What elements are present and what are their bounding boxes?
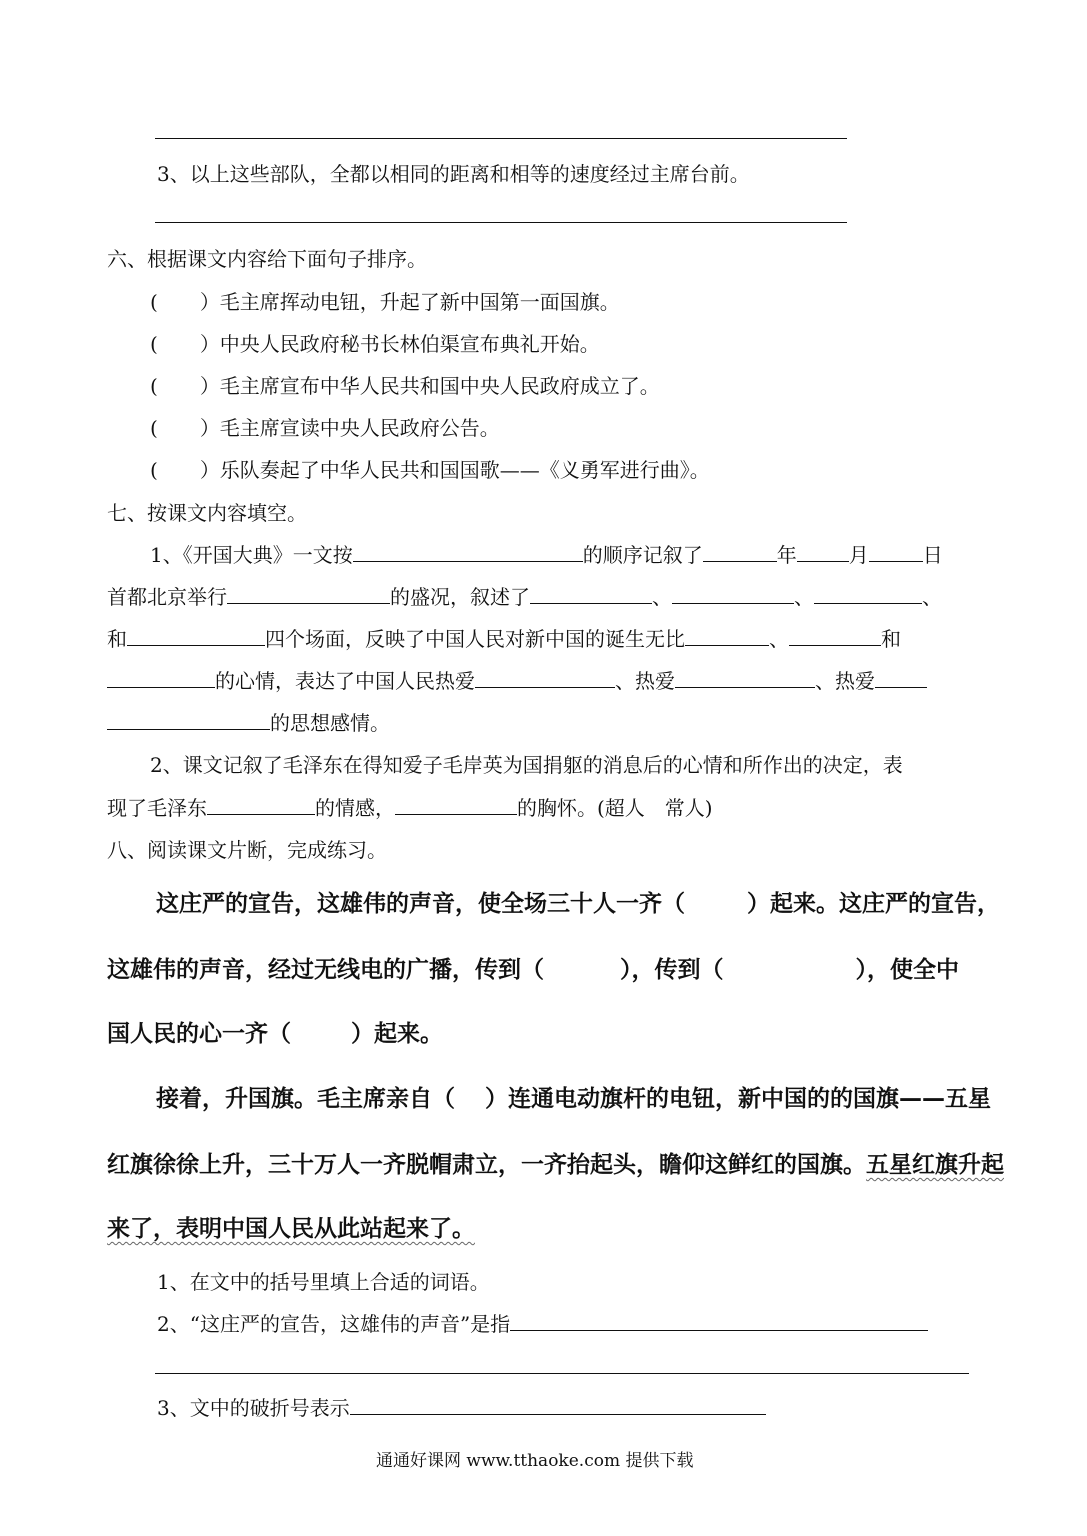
question-2-line-2 (107, 792, 713, 821)
text: 这庄严的宣告，这雄伟的声音，使全场三十人一齐（ (156, 891, 685, 917)
exercise-question-3 (157, 1392, 766, 1421)
fill-line-3 (107, 623, 901, 652)
blank-field[interactable] (227, 583, 390, 604)
blank-field[interactable] (869, 541, 923, 562)
wavy-underlined-text: 来了，表明中国人民从此站起来了。 (107, 1216, 475, 1242)
blank-field[interactable] (789, 625, 881, 646)
passage-line (107, 951, 959, 984)
ordering-item: ( ）中央人民政府秘书长林伯渠宣布典礼开始。 (150, 332, 600, 356)
text: 这雄伟的声音，经过无线电的广播，传到（ (107, 957, 544, 983)
ordering-item-text: ）乐队奏起了中华人民共和国国歌——《义勇军进行曲》。 (199, 458, 710, 482)
blank-field[interactable] (475, 667, 615, 688)
text: 国人民的心一齐（ (107, 1021, 291, 1047)
text: 首都北京举行 (107, 585, 227, 609)
blank-field[interactable] (350, 1394, 766, 1415)
text: 的顺序记叙了 (582, 543, 703, 567)
text: ）起来。这庄严的宣告， (747, 891, 1000, 917)
ordering-item-text: ）中央人民政府秘书长林伯渠宣布典礼开始。 (199, 332, 600, 356)
passage-line (156, 1080, 991, 1113)
passage-line (156, 885, 1000, 918)
fill-line-2 (107, 581, 942, 610)
text: 现了毛泽东 (107, 796, 207, 820)
text: 接着，升国旗。毛主席亲自（ (156, 1086, 455, 1112)
blank-field[interactable] (675, 667, 815, 688)
blank-field[interactable] (797, 541, 849, 562)
text: 的盛况，叙述了 (390, 585, 530, 609)
footer-credit: 通通好课网 www.tthaoke.com 提供下载 (376, 1451, 694, 1471)
text: ），传到（ (620, 957, 724, 983)
text: 的思想感情。 (270, 711, 390, 735)
blank-field[interactable] (107, 667, 215, 688)
text: ），使全中 (855, 957, 959, 983)
exercise-question-2 (157, 1308, 928, 1337)
passage-line (107, 1146, 1004, 1179)
text: 的心情，表达了中国人民热爱 (215, 669, 475, 693)
text: 、 (652, 585, 672, 609)
blank-field[interactable] (107, 709, 270, 730)
blank-field[interactable] (395, 794, 517, 815)
text: 2、“这庄严的宣告，这雄伟的声音”是指 (157, 1312, 511, 1336)
text: 红旗徐徐上升，三十万人一齐脱帽肃立，一齐抬起头，瞻仰这鲜红的国旗。 (107, 1152, 866, 1178)
text: 、 (794, 585, 814, 609)
fill-line-5 (107, 707, 390, 736)
ordering-item-text: ）毛主席宣布中华人民共和国中央人民政府成立了。 (199, 374, 660, 398)
text: 的胸怀。(超人 常人) (517, 796, 713, 820)
text: 日 (922, 543, 943, 567)
blank-field[interactable] (207, 794, 315, 815)
text: 、 (922, 585, 942, 609)
section-8-heading: 八、阅读课文片断，完成练习。 (107, 838, 387, 862)
blank-field[interactable] (814, 583, 922, 604)
fill-line-1 (150, 539, 943, 568)
text: 、 (769, 627, 789, 651)
section-7-heading: 七、按课文内容填空。 (107, 501, 307, 525)
text: 月 (848, 543, 869, 567)
ordering-item: ( ）乐队奏起了中华人民共和国国歌——《义勇军进行曲》。 (150, 458, 710, 482)
passage-line (107, 1210, 475, 1243)
blank-field[interactable] (530, 583, 652, 604)
text: ）起来。 (351, 1021, 443, 1047)
question-2-line-1: 2、课文记叙了毛泽东在得知爱子毛岸英为国捐躯的消息后的心情和所作出的决定，表 (150, 753, 903, 777)
blank-field[interactable] (510, 1310, 928, 1331)
ordering-item-text: ）毛主席宣读中央人民政府公告。 (199, 416, 500, 440)
fill-line-4 (107, 665, 927, 694)
text: 的情感， (315, 796, 395, 820)
exercise-question-1: 1、在文中的括号里填上合适的词语。 (157, 1270, 490, 1294)
blank-field[interactable] (703, 541, 777, 562)
text: 1、《开国大典》一文按 (150, 543, 353, 567)
blank-field[interactable] (672, 583, 794, 604)
question-3-text: 3、以上这些部队，全都以相同的距离和相等的速度经过主席台前。 (157, 162, 750, 186)
ordering-item: ( ）毛主席宣布中华人民共和国中央人民政府成立了。 (150, 374, 660, 398)
text: 和 (107, 627, 127, 651)
text: 、热爱 (615, 669, 675, 693)
text: 和 (881, 627, 901, 651)
text: 年 (776, 543, 797, 567)
answer-line[interactable] (155, 1373, 969, 1374)
blank-field[interactable] (353, 541, 583, 562)
text: 四个场面，反映了中国人民对新中国的诞生无比 (265, 627, 685, 651)
blank-field[interactable] (685, 625, 769, 646)
text: 、热爱 (815, 669, 875, 693)
section-6-heading: 六、根据课文内容给下面句子排序。 (107, 247, 427, 271)
text: 3、文中的破折号表示 (157, 1396, 350, 1420)
answer-line (155, 138, 847, 139)
ordering-item: ( ）毛主席宣读中央人民政府公告。 (150, 416, 500, 440)
blank-field[interactable] (127, 625, 265, 646)
text: ）连通电动旗杆的电钮，新中国的的国旗——五星 (485, 1086, 991, 1112)
answer-line (155, 222, 847, 223)
wavy-underlined-text: 五星红旗升起 (866, 1152, 1004, 1178)
passage-line (107, 1015, 443, 1048)
blank-field[interactable] (875, 667, 927, 688)
ordering-item: ( ）毛主席挥动电钮，升起了新中国第一面国旗。 (150, 290, 620, 314)
ordering-item-text: ）毛主席挥动电钮，升起了新中国第一面国旗。 (199, 290, 620, 314)
